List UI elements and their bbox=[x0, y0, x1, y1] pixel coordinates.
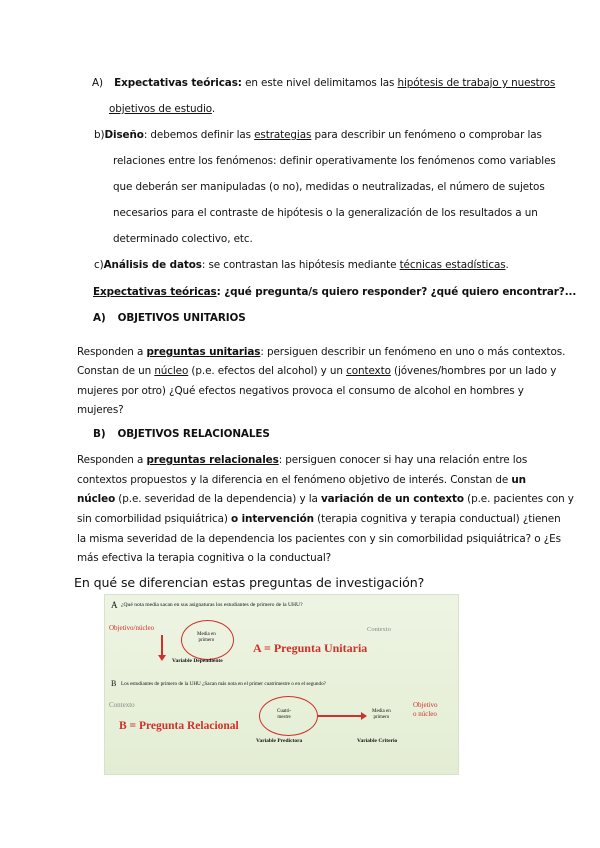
unitarios-line1: Responden a preguntas unitarias: persiguen describir un fenómeno en uno o más contextos. bbox=[77, 346, 566, 358]
section-b-marker: b) bbox=[94, 129, 105, 141]
expectativas-heading: Expectativas teóricas: ¿qué pregunta/s quiero responder? ¿qué quiero encontrar?... bbox=[93, 286, 577, 298]
relacionales-line3: núcleo (p.e. severidad de la dependencia) y la variación de un contexto (p.e. pacientes con y bbox=[77, 493, 574, 505]
section-c-marker: c) bbox=[94, 259, 104, 271]
section-a-line1 bbox=[92, 77, 555, 90]
unitarios-line4: mujeres? bbox=[77, 404, 124, 416]
media-circle-text: Media en primero bbox=[197, 632, 216, 643]
section-a-link[interactable]: hipótesis de trabajo y nuestros bbox=[397, 77, 556, 89]
section-c-title: Análisis de datos bbox=[103, 259, 202, 271]
media-criterio-text: Media en primero bbox=[372, 709, 391, 720]
section-b-line5: determinado colectivo, etc. bbox=[113, 233, 253, 245]
section-b-line4: necesarios para el contraste de hipótesis o la generalización de los resultados a un bbox=[113, 207, 538, 219]
section-c-line: c)Análisis de datos: se contrastan las hipótesis mediante técnicas estadísticas. bbox=[94, 259, 509, 271]
figure-b-question: Los estudiantes de primero de la UHU ¿Sacan más nota en el primer cuatrimestre o en el segundo? bbox=[121, 681, 326, 687]
question-types-figure bbox=[104, 594, 459, 775]
section-b-line1: b)Diseño: debemos definir las estrategias para describir un fenómeno o comprobar las bbox=[94, 129, 542, 141]
pregunta-relacional-label: B = Pregunta Relacional bbox=[119, 720, 239, 732]
right-arrow-line bbox=[317, 715, 362, 717]
contexto-link[interactable]: contexto bbox=[346, 365, 391, 377]
relacionales-heading: B) OBJETIVOS RELACIONALES bbox=[93, 428, 270, 440]
down-arrow-head bbox=[158, 655, 166, 661]
section-b-line3: que deberán ser manipuladas (o no), medidas o neutralizadas, el número de sujetos bbox=[113, 181, 545, 193]
expectativas-title: Expectativas teóricas bbox=[93, 286, 217, 298]
relacionales-line2: contextos propuestos y la diferencia en el fenómeno objetivo de interés. Constan de un bbox=[77, 474, 526, 486]
var-predictora-label: Variable Predictora bbox=[256, 738, 303, 744]
var-dependiente-label: Variable Dependiente bbox=[172, 658, 223, 664]
relacionales-line5: la misma severidad de la dependencia los pacientes con y sin comorbilidad psiquiátrica? o ¿Es bbox=[77, 533, 561, 545]
objetivo-nucleo-label: Objetivo/núcleo bbox=[109, 624, 155, 632]
preguntas-unitarias: preguntas unitarias bbox=[146, 346, 261, 358]
contexto-label-1: Contexto bbox=[367, 626, 391, 633]
relacionales-line4: sin comorbilidad psiquiátrica) o intervención (terapia cognitiva y terapia conductual) ¿tienen bbox=[77, 513, 561, 525]
right-arrow-head bbox=[361, 712, 367, 720]
section-b-line2: relaciones entre los fenómenos: definir operativamente los fenómenos como variables bbox=[113, 155, 556, 167]
figure-a-question: ¿Qué nota media sacan en sus asignaturas los estudiantes de primero de la UHU? bbox=[121, 602, 303, 608]
section-a-marker: A) bbox=[92, 77, 103, 89]
section-a-link2[interactable]: objetivos de estudio bbox=[109, 103, 212, 115]
section-b-link[interactable]: estrategias bbox=[254, 129, 312, 141]
unitarios-line2: Constan de un núcleo (p.e. efectos del alcohol) y un contexto (jóvenes/hombres por un lado y bbox=[77, 365, 557, 377]
section-c-link[interactable]: técnicas estadísticas bbox=[399, 259, 506, 271]
unitarios-heading: A) OBJETIVOS UNITARIOS bbox=[93, 312, 246, 324]
figure-a-label: A bbox=[111, 600, 118, 610]
cuatrimestre-text: Cuatri- mestre bbox=[277, 709, 292, 720]
nucleo-link[interactable]: núcleo bbox=[154, 365, 189, 377]
section-b-title: Diseño bbox=[104, 129, 144, 141]
section-a-title: Expectativas teóricas: bbox=[114, 77, 242, 89]
relacionales-line1: Responden a preguntas relacionales: persiguen conocer si hay una relación entre los bbox=[77, 454, 528, 466]
section-a-text: en este nivel delimitamos las bbox=[241, 77, 398, 89]
section-a-line2: objetivos de estudio. bbox=[109, 103, 216, 115]
down-arrow-line bbox=[161, 635, 163, 657]
research-question: En qué se diferencian estas preguntas de investigación? bbox=[74, 575, 425, 590]
preguntas-relacionales: preguntas relacionales bbox=[146, 454, 279, 466]
relacionales-line6: más efectiva la terapia cognitiva o la conductual? bbox=[77, 552, 332, 564]
contexto-label-2: Contexto bbox=[109, 701, 135, 709]
unitarios-line3: mujeres por otro) ¿Qué efectos negativos provoca el consumo de alcohol en hombres y bbox=[77, 385, 524, 397]
pregunta-unitaria-label: A = Pregunta Unitaria bbox=[253, 641, 368, 655]
objetivo-nucleo-label-2: Objetivo o núcleo bbox=[413, 701, 438, 718]
figure-b-label: B bbox=[111, 679, 117, 688]
var-criterio-label: Variable Criterio bbox=[357, 738, 398, 744]
